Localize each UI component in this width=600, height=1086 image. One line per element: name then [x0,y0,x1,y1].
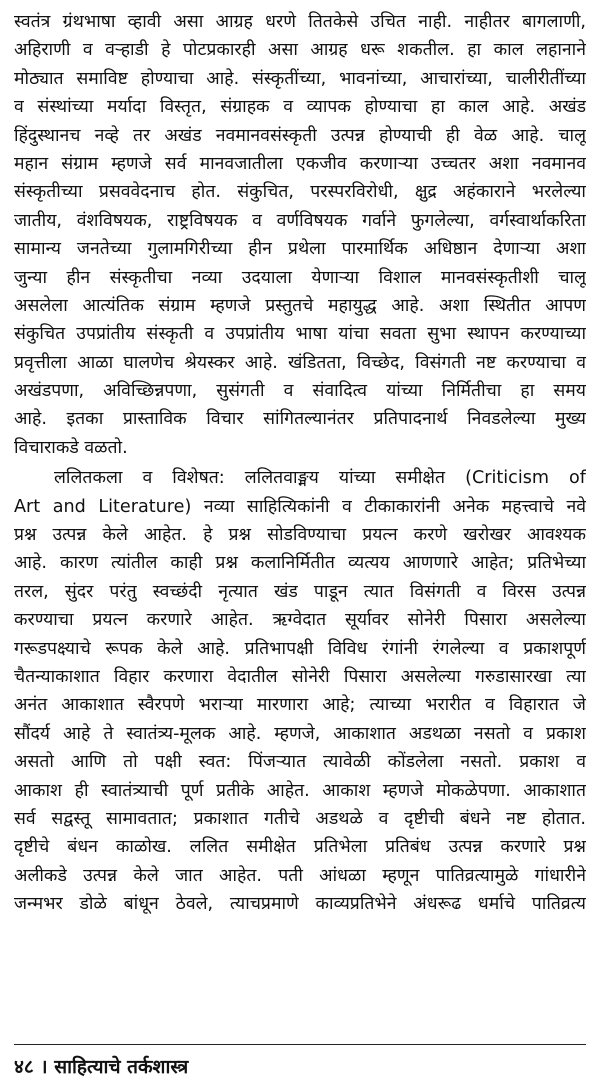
text-line: Art and Literature) नव्या साहित्यिकांनी व टीकाकारांनी अनेक महत्त्वाचे नवे [14,496,586,517]
text-line: अखंडपणा, अविच्छिन्नपणा, सुसंगती व संवादित्व यांच्या निर्मितीचा हा समय [14,381,586,402]
text-line: संकुचित उपप्रांतीय संस्कृती व उपप्रांतीय भाषा यांचा सवता सुभा स्थापन करण्याच्या [14,324,586,345]
page-footer [14,1044,586,1079]
text-line: व संस्थांच्या मर्यादा विस्तृत, संग्राहक व व्यापक होण्याचा हा काल आहे. अखंड [14,97,586,118]
text-line: सौंदर्य आहे ते स्वातंत्र्य-मूलक आहे. म्हणजे, आकाशात अडथळा नसतो व प्रकाश [14,723,586,744]
text-line: अनंत आकाशात स्वैरपणे भराऱ्या मारणारा आहे; त्याच्या भरारीत व विहारात जे [14,695,586,716]
text-line: मोठ्यात समाविष्ट होण्याचा आहे. संस्कृतींच्या, भावनांच्या, आचारांच्या, चालीरीतींच्या [14,68,586,89]
text-line: जुन्या हीन संस्कृतीचा नव्या उदयाला येणाऱ्या विशाल मानवसंस्कृतीशी चालू [14,267,586,288]
text-line: सर्व सद्वस्तू सामावतात; प्रकाशात गतीचे अडथळे व दृष्टीची बंधने नष्ट होतात. [14,808,586,829]
text-line: अहिराणी व वऱ्हाडी हे पोटप्रकारही असा आग्रह धरू शकतील. हा काल लहानाने [14,40,586,61]
text-line: असलेला आत्यंतिक संग्राम म्हणजे प्रस्तुतचे महायुद्ध आहे. अशा स्थितीत आपण [14,295,586,316]
text-line: आहे. इतका प्रास्ताविक विचार सांगितल्यानंतर प्रतिपादनार्थ निवडलेल्या मुख्य [14,409,586,430]
text-line: सामान्य जनतेच्या गुलामगिरीच्या हीन प्रथेला पारमार्थिक अधिष्ठान देणाऱ्या अशा [14,239,586,260]
text-line: प्रवृत्तीला आळा घालणेच श्रेयस्कर आहे. खंडितता, विच्छेद, विसंगती नष्ट करण्याचा व [14,352,586,373]
page-body [14,8,586,919]
text-line: विचाराकडे वळतो. [14,437,128,458]
text-line: महान संग्राम म्हणजे सर्व मानवजातीला एकजीव करणाऱ्या उच्चतर अशा नवमानव [14,153,586,174]
text-line: चैतन्याकाशात विहार करणारा वेदातील सोनेरी पिसारा असलेल्या गरुडासारखा त्या [14,666,586,687]
footer-separator: । [40,1056,48,1078]
text-line: जन्मभर डोळे बांधून ठेवले, त्याचप्रमाणे काव्यप्रतिभेने अंधरूढ धर्माचे पातिव्रत्य [14,894,586,915]
page-number: ४८ [14,1056,34,1078]
text-line: प्रश्न उत्पन्न केले आहेत. हे प्रश्न सोडविण्याचा प्रयत्न करणे खरोखर आवश्यक [14,525,586,546]
text-line: स्वतंत्र ग्रंथभाषा व्हावी असा आग्रह धरणे तितकेसे उचित नाही. नाहीतर बागलाणी, [14,12,586,32]
text-line: संस्कृतीच्या प्रसववेदनाच होत. संकुचित, परस्परविरोधी, क्षुद्र अहंकाराने भरलेल्या [14,182,586,203]
text-line: हिंदुस्थानच नव्हे तर अखंड नवमानवसंस्कृती उत्पन्न होण्याची ही वेळ आहे. चालू [14,125,586,146]
text-line: ललितकला व विशेषत: ललितवाङ्मय यांच्या समीक्षेत (Criticism of [54,468,586,489]
text-line: आकाश ही स्वातंत्र्याची पूर्ण प्रतीके आहेत. आकाश म्हणजे मोकळेपणा. आकाशात [14,780,586,801]
text-line: आहे. कारण त्यांतील काही प्रश्न कलानिर्मितीत व्यत्यय आणणारे आहेत; प्रतिभेच्या [14,553,586,574]
text-line: असतो आणि तो पक्षी स्वत: पिंजऱ्यात त्यावेळी कोंडलेला नसतो. प्रकाश व [14,752,586,773]
text-line: अलीकडे उत्पन्न केले जात आहेत. पती आंधळा म्हणून पातिव्रत्यामुळे गांधारीने [14,865,586,886]
paragraph-2 [14,464,586,918]
text-line: गरूडपक्ष्याचे रूपक केले आहे. प्रतिभापक्षी विविध रंगांनी रंगलेल्या व प्रकाशपूर्ण [14,638,586,659]
text-line: तरल, सुंदर परंतु स्वच्छंदी नृत्यात खंड पाडून त्यात विसंगती व विरस उत्पन्न [14,581,586,602]
text-line: दृष्टीचे बंधन काळोख. ललित समीक्षेत प्रतिभेला प्रतिबंध उत्पन्न करणारे प्रश्न [14,837,586,858]
text-line: जातीय, वंशविषयक, राष्ट्रविषयक व वर्णविषयक गर्वाने फुगलेल्या, वर्गस्वार्थाकरिता [14,210,586,231]
paragraph-1 [14,8,586,462]
text-line: करण्याचा प्रयत्न करणारे आहेत. ऋग्वेदात सूर्यावर सोनेरी पिसारा असलेल्या [14,610,586,631]
book-title: साहित्याचे तर्कशास्त्र [54,1056,189,1078]
